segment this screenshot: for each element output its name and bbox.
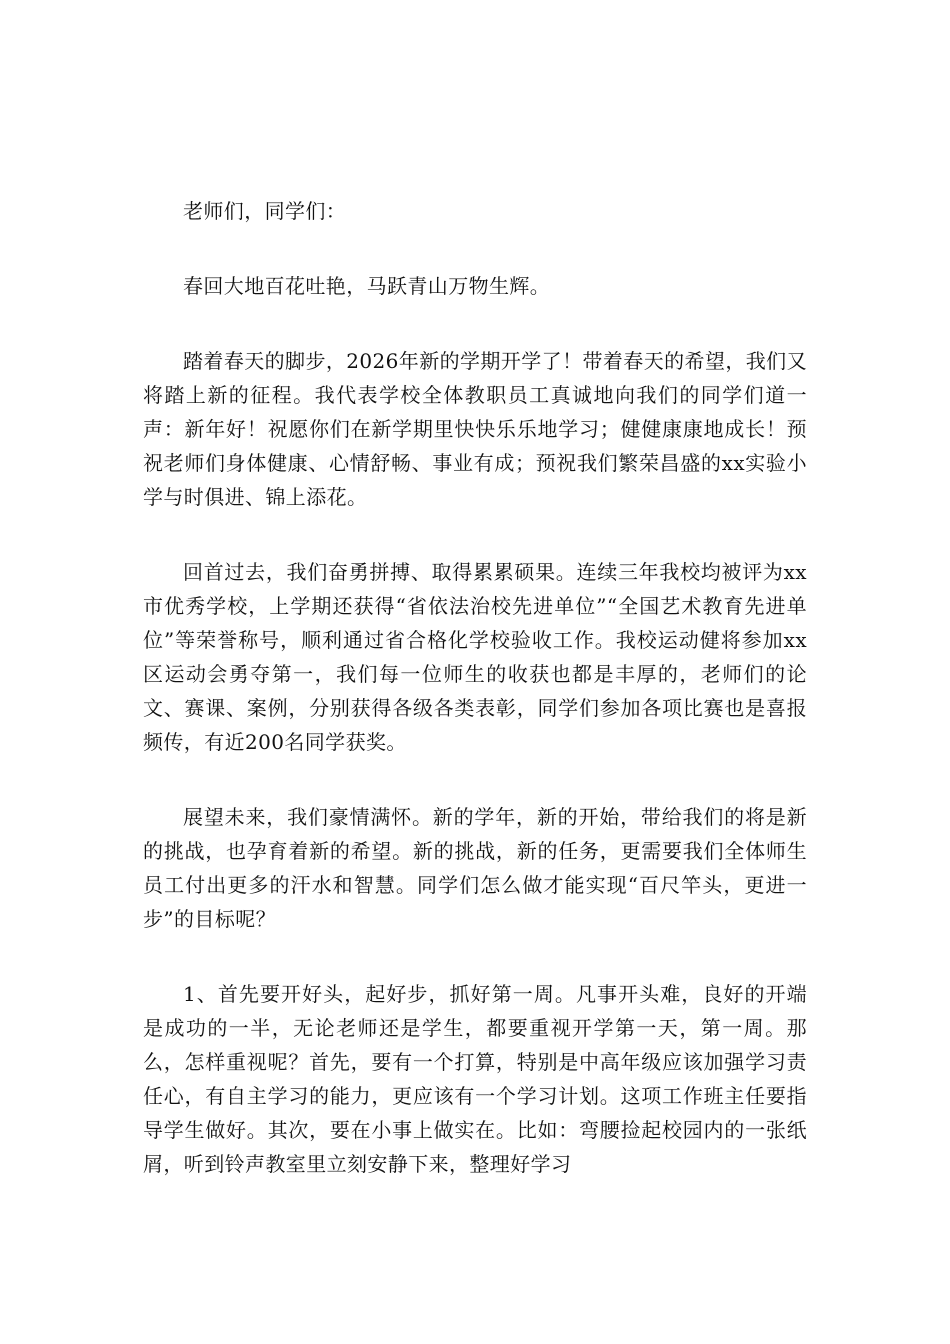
document-body (143, 194, 807, 1181)
opening-couplet: 春回大地百花吐艳，马跃青山万物生辉。 (183, 274, 551, 298)
paragraph-point-1: 1、首先要开好头，起好步，抓好第一周。凡事开头难，良好的开端是成功的一半，无论老师还是学生，都要重视开学第一天，第一周。那么，怎样重视呢？首先，要有一个打算，特别是中高年级应该加强学习责任心，有自主学习的能力，更应该有一个学习计划。这项工作班主任要指导学生做好。其次，要在小事上做实在。比如：弯腰捡起校园内的一张纸屑，听到铃声教室里立刻安静下来，整理好学习 (143, 982, 807, 1176)
paragraph-outlook: 展望未来，我们豪情满怀。新的学年，新的开始，带给我们的将是新的挑战，也孕育着新的希望。新的挑战，新的任务，更需要我们全体师生员工付出更多的汗水和智慧。同学们怎么做才能实现“百尺竿头，更进一步”的目标呢？ (143, 805, 807, 931)
paragraph-greeting: 踏着春天的脚步，2026年新的学期开学了！带着春天的希望，我们又将踏上新的征程。我代表学校全体教职员工真诚地向我们的同学们道一声：新年好！祝愿你们在新学期里快快乐乐地学习；健健康康地成长！预祝老师们身体健康、心情舒畅、事业有成；预祝我们繁荣昌盛的xx实验小学与时俱进、锦上添花。 (143, 349, 807, 509)
salutation: 老师们，同学们： (183, 199, 347, 223)
paragraph-review: 回首过去，我们奋勇拼搏、取得累累硕果。连续三年我校均被评为xx市优秀学校，上学期还获得“省依法治校先进单位”“全国艺术教育先进单位”等荣誉称号，顺利通过省合格化学校验收工作。我校运动健将参加xx区运动会勇夺第一，我们每一位师生的收获也都是丰厚的，老师们的论文、赛课、案例，分别获得各级各类表彰，同学们参加各项比赛也是喜报频传，有近200名同学获奖。 (143, 560, 807, 754)
